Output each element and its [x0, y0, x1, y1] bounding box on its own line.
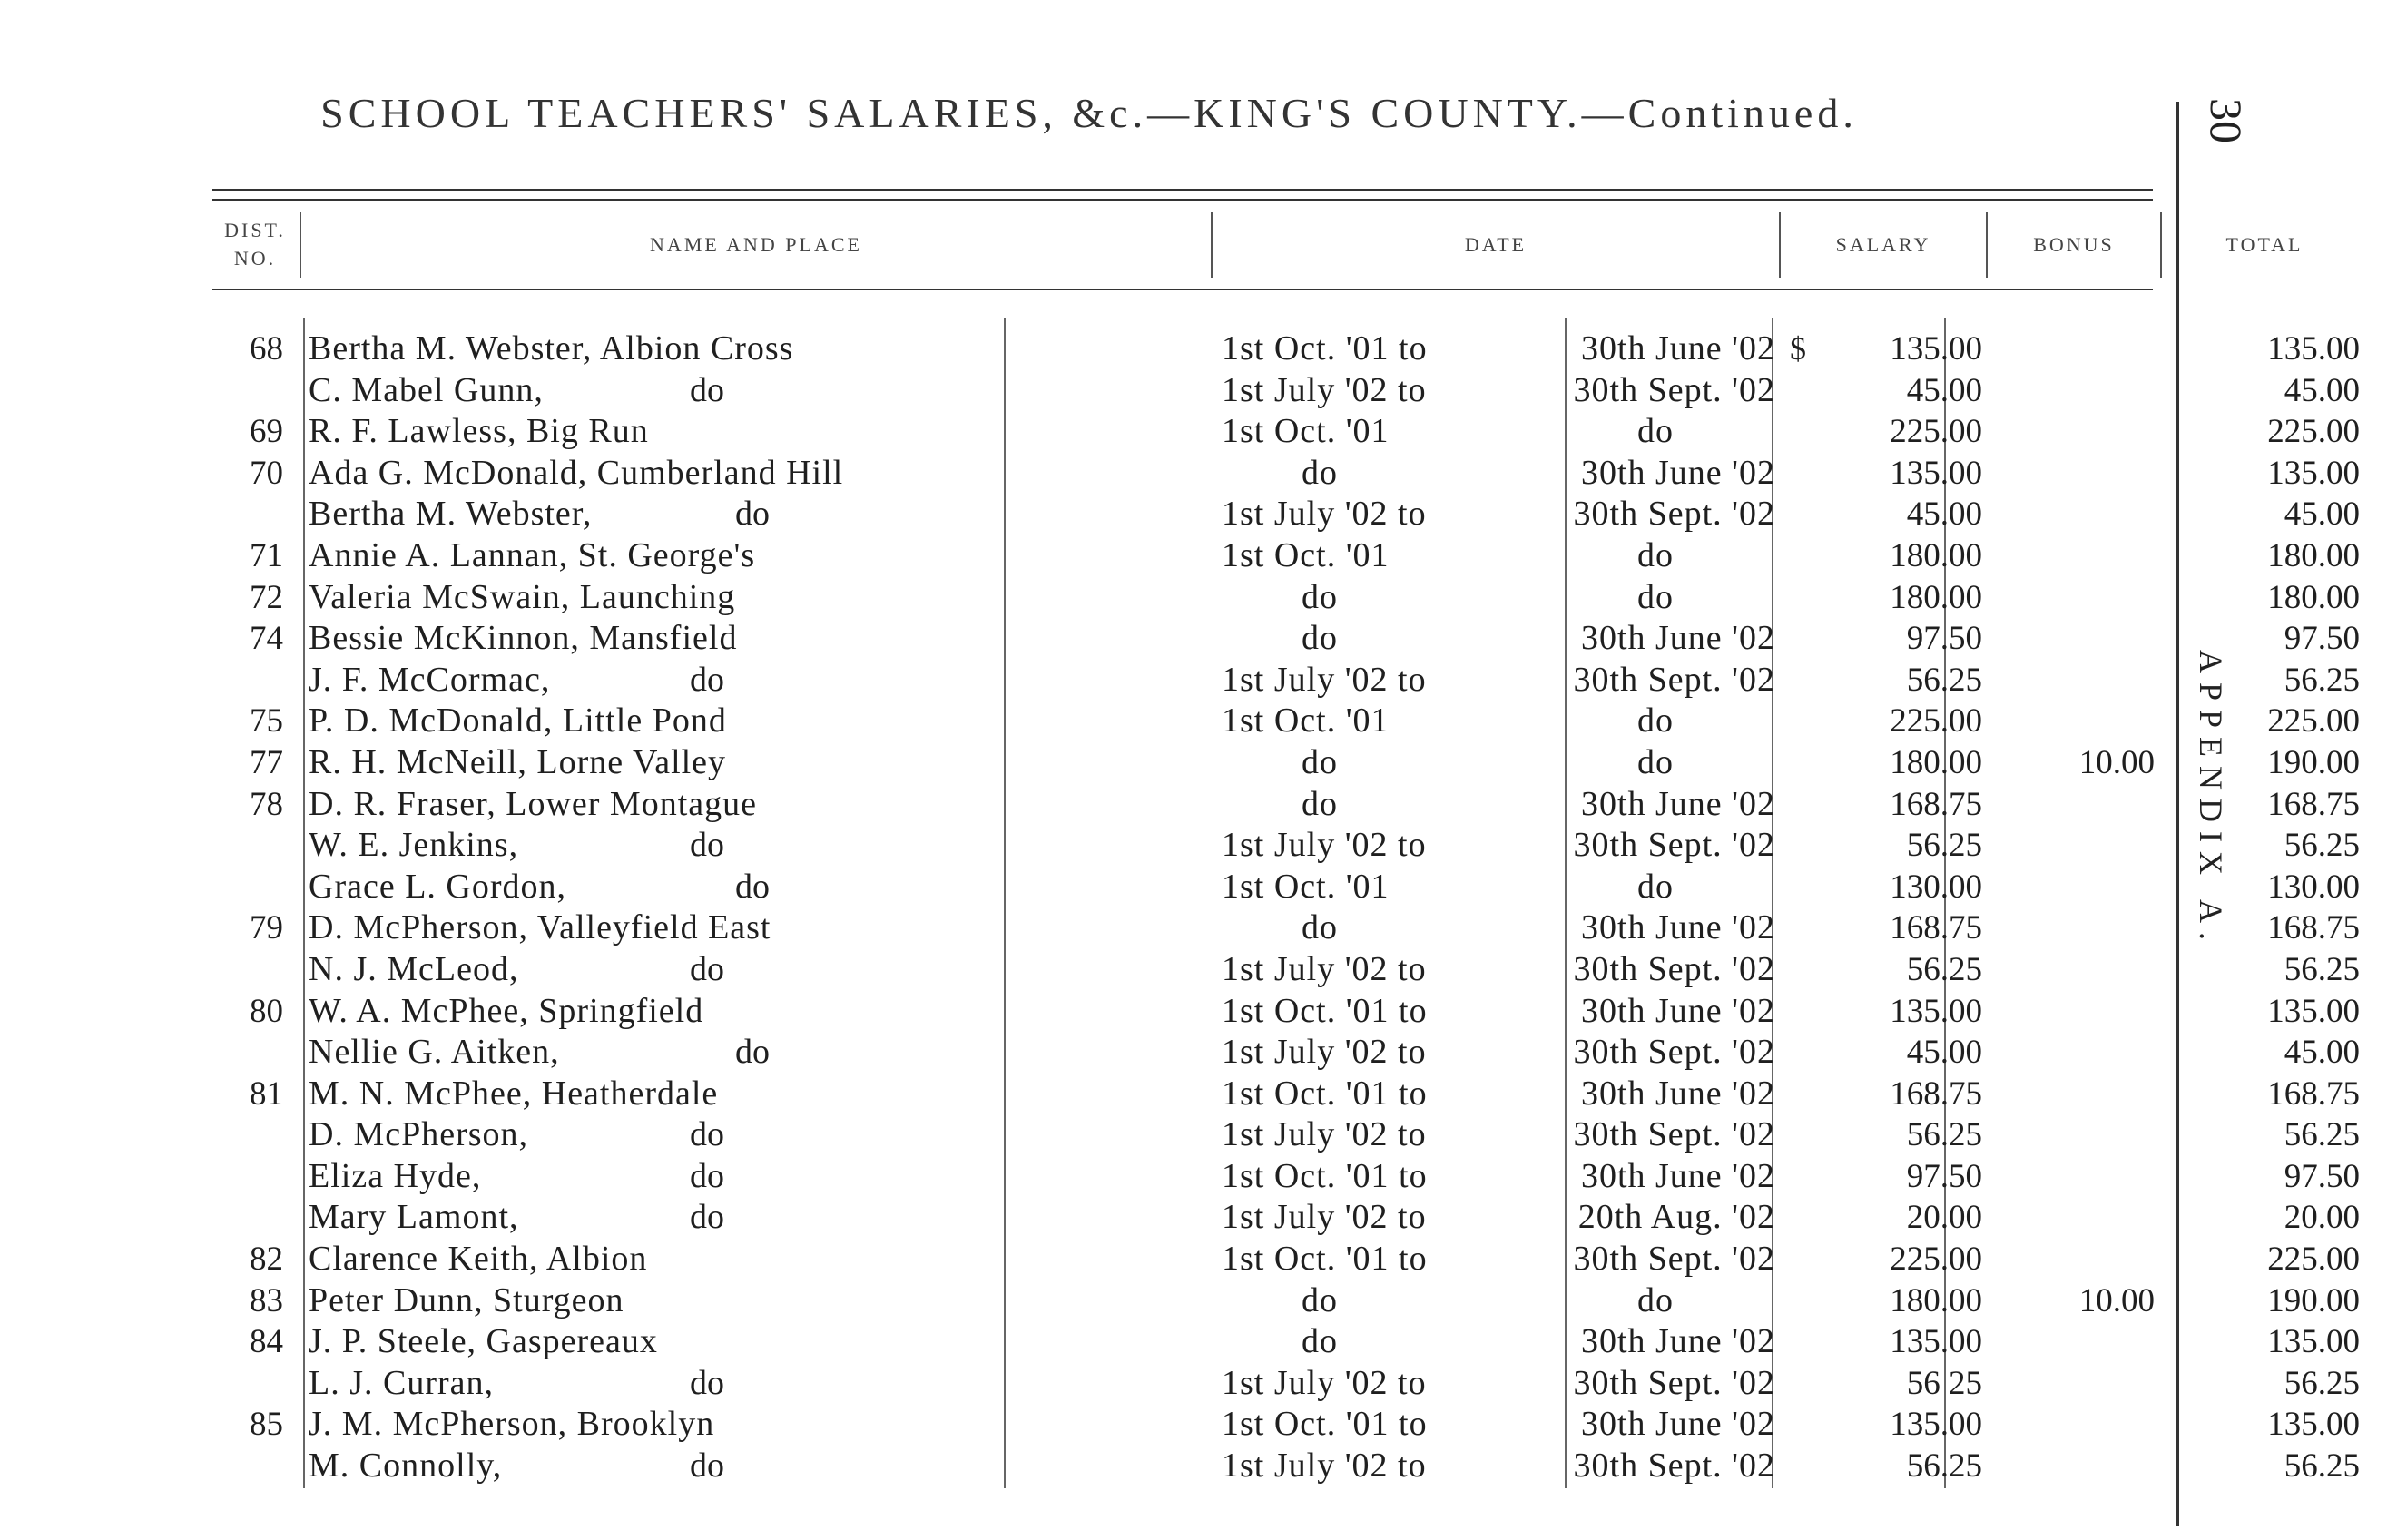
name-place-cell: P. D. McDonald, Little Pond: [309, 701, 727, 741]
date-from-cell: 1st July '02 to: [1222, 949, 1427, 988]
dist-no-cell: 72: [250, 578, 283, 616]
salary-cell: 97.50: [1906, 1157, 1982, 1195]
place-ditto: do: [690, 1363, 724, 1402]
name-place-cell: R. H. McNeill, Lorne Valley: [309, 742, 727, 781]
bonus-cell: [1991, 867, 2155, 908]
place-ditto: do: [690, 370, 724, 409]
bonus-cell: [1991, 1032, 2155, 1074]
place-ditto: do: [690, 949, 724, 988]
header-bonus: BONUS: [2033, 232, 2115, 256]
salary-cell: 56.25: [1906, 1447, 1982, 1486]
date-to-cell: do: [1637, 412, 1674, 451]
dist-no-cell: [212, 1197, 283, 1239]
header-divider: [300, 212, 301, 278]
bonus-cell: [1991, 453, 2155, 495]
salary-cell: 56.25: [1906, 950, 1982, 988]
dist-no-cell: 68: [250, 330, 283, 368]
salary-cell: 168.75: [1890, 909, 1982, 947]
bonus-cell: [1991, 618, 2155, 660]
bonus-cell: [1991, 1239, 2155, 1280]
name-place-cell: D. McPherson,: [309, 1115, 529, 1154]
name-place-cell: W. E. Jenkins,: [309, 826, 519, 865]
salary-cell: 56 25: [1906, 1364, 1982, 1402]
table-row: [212, 1197, 2360, 1239]
table-row: [212, 1156, 2360, 1198]
table-row: [212, 1321, 2360, 1363]
dist-no-cell: 74: [250, 620, 283, 658]
date-from-cell: 1st July '02 to: [1222, 1447, 1427, 1486]
date-to-cell: do: [1637, 535, 1674, 574]
bonus-cell: [1991, 329, 2155, 370]
header-date: DATE: [1464, 232, 1528, 256]
date-from-cell: 1st Oct. '01 to: [1222, 1156, 1428, 1195]
date-from-cell: 1st July '02 to: [1222, 1198, 1427, 1237]
page-title: SCHOOL TEACHERS' SALARIES, &c.—KING'S COUNTY.—Continued.: [320, 90, 1858, 136]
dist-no-cell: 85: [250, 1406, 283, 1444]
date-from-cell: 1st July '02 to: [1222, 370, 1427, 409]
dist-no-cell: 78: [250, 785, 283, 823]
date-to-cell: 30th June '02: [1580, 453, 1775, 492]
name-place-cell: L. J. Curran,: [309, 1363, 495, 1402]
date-from-cell: 1st Oct. '01 to: [1222, 991, 1428, 1030]
total-cell: 56.25: [2284, 1116, 2360, 1154]
table-header: [212, 201, 2304, 289]
dist-no-cell: [212, 867, 283, 908]
dist-no-cell: [212, 1156, 283, 1198]
bonus-cell: [1991, 1321, 2155, 1363]
date-from-cell: 1st July '02 to: [1222, 826, 1427, 865]
total-cell: 190.00: [2267, 743, 2360, 781]
appendix-label: APPENDIX A.: [2193, 649, 2229, 950]
total-cell: 56.25: [2284, 1364, 2360, 1402]
date-from-cell: do: [1302, 908, 1338, 947]
salary-cell: 97.50: [1906, 620, 1982, 658]
name-place-cell: Eliza Hyde,: [309, 1156, 482, 1195]
dist-no-cell: 71: [250, 536, 283, 574]
table-row: [212, 1032, 2360, 1074]
bonus-cell: [1991, 1446, 2155, 1487]
date-to-cell: do: [1637, 577, 1674, 616]
total-cell: 56.25: [2284, 1447, 2360, 1486]
bonus-cell: [1991, 1197, 2155, 1239]
header-name-and-place: NAME AND PLACE: [650, 232, 862, 256]
bonus-cell: [1991, 411, 2155, 453]
salary-cell: 135.00: [1890, 1323, 1982, 1361]
total-cell: 97.50: [2284, 1157, 2360, 1195]
place-ditto: do: [735, 867, 770, 906]
table-row: [212, 907, 2360, 949]
date-to-cell: 30th June '02: [1580, 784, 1775, 823]
dist-no-cell: 82: [250, 1241, 283, 1279]
name-place-cell: Bertha M. Webster,: [309, 495, 593, 534]
bonus-cell: [1991, 535, 2155, 577]
salary-cell: 56.25: [1906, 827, 1982, 865]
date-from-cell: 1st July '02 to: [1222, 1033, 1427, 1072]
date-from-cell: 1st Oct. '01 to: [1222, 1240, 1428, 1279]
table-row: [212, 370, 2360, 412]
total-cell: 180.00: [2267, 578, 2360, 616]
name-place-cell: C. Mabel Gunn,: [309, 370, 544, 409]
date-from-cell: 1st July '02 to: [1222, 495, 1427, 534]
salary-cell: 45.00: [1906, 1034, 1982, 1072]
date-from-cell: 1st Oct. '01: [1222, 701, 1390, 741]
table-row: [212, 494, 2360, 535]
date-to-cell: 30th June '02: [1580, 1156, 1775, 1195]
place-ditto: do: [690, 1156, 724, 1195]
table-row: [212, 453, 2360, 495]
bonus-cell: [1991, 1156, 2155, 1198]
salary-cell: 135.00: [1890, 1406, 1982, 1444]
name-place-cell: J. F. McCormac,: [309, 660, 551, 699]
date-to-cell: do: [1637, 1280, 1674, 1319]
salary-cell: 180.00: [1890, 536, 1982, 574]
bonus-cell: [1991, 701, 2155, 742]
name-place-cell: Grace L. Gordon,: [309, 867, 567, 906]
table-row: [212, 867, 2360, 908]
name-place-cell: R. F. Lawless, Big Run: [309, 412, 649, 451]
header-divider: [2160, 212, 2162, 278]
total-cell: 135.00: [2267, 454, 2360, 492]
total-cell: 168.75: [2267, 1074, 2360, 1113]
bonus-cell: [1991, 1114, 2155, 1156]
header-top-rule: [212, 189, 2153, 191]
name-place-cell: Clarence Keith, Albion: [309, 1240, 648, 1279]
total-cell: 180.00: [2267, 536, 2360, 574]
dist-no-cell: [212, 1032, 283, 1074]
salary-cell: 56.25: [1906, 1116, 1982, 1154]
date-to-cell: do: [1637, 867, 1674, 906]
table-row: [212, 1114, 2360, 1156]
salary-cell: 180.00: [1890, 743, 1982, 781]
header-divider: [1986, 212, 1988, 278]
date-to-cell: 30th Sept. '02: [1573, 949, 1775, 988]
bonus-cell: [1991, 1363, 2155, 1405]
date-from-cell: 1st Oct. '01: [1222, 867, 1390, 906]
date-to-cell: 30th Sept. '02: [1573, 370, 1775, 409]
date-from-cell: do: [1302, 1280, 1338, 1319]
name-place-cell: Bertha M. Webster, Albion Cross: [309, 329, 794, 368]
salary-cell: 225.00: [1890, 1241, 1982, 1279]
total-cell: 168.75: [2267, 909, 2360, 947]
salary-cell: 168.75: [1890, 785, 1982, 823]
place-ditto: do: [690, 1447, 724, 1486]
date-from-cell: do: [1302, 619, 1338, 658]
dist-no-cell: [212, 660, 283, 701]
date-to-cell: 30th Sept. '02: [1573, 1363, 1775, 1402]
place-ditto: do: [690, 1198, 724, 1237]
salary-cell: 56.25: [1906, 661, 1982, 699]
total-cell: 56.25: [2284, 661, 2360, 699]
table-row: [212, 577, 2360, 619]
date-from-cell: 1st July '02 to: [1222, 1115, 1427, 1154]
dist-no-cell: [212, 494, 283, 535]
header-divider: [1779, 212, 1781, 278]
dist-no-cell: 80: [250, 992, 283, 1030]
dist-no-cell: 75: [250, 702, 283, 741]
name-place-cell: M. Connolly,: [309, 1447, 503, 1486]
bonus-cell: 10.00: [2078, 743, 2155, 781]
page-number: 30: [2201, 98, 2252, 143]
date-to-cell: 30th June '02: [1580, 1405, 1775, 1444]
place-ditto: do: [735, 1033, 770, 1072]
bonus-cell: [1991, 1404, 2155, 1446]
date-to-cell: 30th June '02: [1580, 329, 1775, 368]
total-cell: 56.25: [2284, 827, 2360, 865]
table-row: [212, 535, 2360, 577]
bonus-cell: [1991, 494, 2155, 535]
date-from-cell: 1st Oct. '01: [1222, 535, 1390, 574]
salary-cell: 135.00: [1890, 992, 1982, 1030]
name-place-cell: J. M. McPherson, Brooklyn: [309, 1405, 715, 1444]
dist-no-cell: 83: [250, 1281, 283, 1319]
total-cell: 45.00: [2284, 495, 2360, 534]
date-from-cell: 1st Oct. '01 to: [1222, 1405, 1428, 1444]
bonus-cell: [1991, 784, 2155, 826]
place-ditto: do: [735, 495, 770, 534]
total-cell: 45.00: [2284, 1034, 2360, 1072]
name-place-cell: Ada G. McDonald, Cumberland Hill: [309, 453, 844, 492]
total-cell: 135.00: [2267, 992, 2360, 1030]
date-to-cell: 20th Aug. '02: [1577, 1198, 1775, 1237]
salary-cell: 180.00: [1890, 578, 1982, 616]
dist-no-cell: [212, 370, 283, 412]
table-row: [212, 742, 2360, 784]
currency-symbol: $: [1790, 330, 1806, 367]
table-row: [212, 784, 2360, 826]
date-from-cell: do: [1302, 784, 1338, 823]
salary-cell: 180.00: [1890, 1281, 1982, 1319]
date-to-cell: 30th June '02: [1580, 1074, 1775, 1113]
table-row: [212, 1363, 2360, 1405]
total-cell: 135.00: [2267, 1406, 2360, 1444]
date-to-cell: 30th June '02: [1580, 908, 1775, 947]
total-cell: 135.00: [2267, 1323, 2360, 1361]
date-from-cell: do: [1302, 453, 1338, 492]
table-row: [212, 701, 2360, 742]
salary-cell: 225.00: [1890, 702, 1982, 741]
date-to-cell: 30th Sept. '02: [1573, 1447, 1775, 1486]
total-cell: 225.00: [2267, 702, 2360, 741]
header-salary: SALARY: [1835, 232, 1931, 256]
salary-cell: 225.00: [1890, 413, 1982, 451]
header-dist-no: DIST. NO.: [224, 219, 286, 270]
date-from-cell: do: [1302, 577, 1338, 616]
table-row: [212, 618, 2360, 660]
table-row: [212, 1404, 2360, 1446]
name-place-cell: D. McPherson, Valleyfield East: [309, 908, 771, 947]
bonus-cell: [1991, 825, 2155, 867]
name-place-cell: Mary Lamont,: [309, 1198, 519, 1237]
date-to-cell: 30th Sept. '02: [1573, 1115, 1775, 1154]
table-row: [212, 329, 2360, 370]
table-row: [212, 1280, 2360, 1322]
total-cell: 97.50: [2284, 620, 2360, 658]
date-to-cell: 30th Sept. '02: [1573, 826, 1775, 865]
bonus-cell: [1991, 660, 2155, 701]
name-place-cell: M. N. McPhee, Heatherdale: [309, 1074, 719, 1113]
dist-no-cell: 69: [250, 413, 283, 451]
name-place-cell: Nellie G. Aitken,: [309, 1033, 560, 1072]
date-to-cell: 30th Sept. '02: [1573, 660, 1775, 699]
table-row: [212, 949, 2360, 991]
salary-cell: 45.00: [1906, 371, 1982, 409]
bonus-cell: [1991, 949, 2155, 991]
dist-no-cell: 81: [250, 1074, 283, 1113]
dist-no-cell: [212, 1363, 283, 1405]
dist-no-cell: [212, 1114, 283, 1156]
date-from-cell: 1st Oct. '01: [1222, 412, 1390, 451]
header-divider: [1211, 212, 1213, 278]
date-to-cell: do: [1637, 742, 1674, 781]
total-cell: 168.75: [2267, 785, 2360, 823]
bonus-cell: [1991, 577, 2155, 619]
dist-no-cell: 79: [250, 909, 283, 947]
total-cell: 45.00: [2284, 371, 2360, 409]
header-top-rule-thin: [212, 199, 2153, 201]
name-place-cell: Peter Dunn, Sturgeon: [309, 1280, 624, 1319]
name-place-cell: Bessie McKinnon, Mansfield: [309, 619, 738, 658]
total-cell: 56.25: [2284, 950, 2360, 988]
dist-no-cell: 77: [250, 743, 283, 781]
bonus-cell: [1991, 991, 2155, 1033]
salary-cell: 20.00: [1906, 1199, 1982, 1237]
date-to-cell: 30th June '02: [1580, 619, 1775, 658]
table-row: [212, 825, 2360, 867]
total-cell: 225.00: [2267, 413, 2360, 451]
header-bottom-rule: [212, 289, 2153, 290]
total-cell: 20.00: [2284, 1199, 2360, 1237]
dist-no-cell: [212, 949, 283, 991]
total-cell: 130.00: [2267, 868, 2360, 906]
table-row: [212, 660, 2360, 701]
place-ditto: do: [690, 660, 724, 699]
date-from-cell: do: [1302, 742, 1338, 781]
salary-cell: 168.75: [1890, 1074, 1982, 1113]
bonus-cell: [1991, 907, 2155, 949]
date-to-cell: 30th Sept. '02: [1573, 1033, 1775, 1072]
table-row: [212, 1446, 2360, 1487]
name-place-cell: Valeria McSwain, Launching: [309, 577, 736, 616]
date-from-cell: 1st July '02 to: [1222, 660, 1427, 699]
salary-cell: 135.00: [1890, 454, 1982, 492]
salary-cell: 135.00: [1890, 330, 1982, 368]
bonus-cell: 10.00: [2078, 1281, 2155, 1319]
header-total: TOTAL: [2225, 232, 2304, 256]
bonus-cell: [1991, 370, 2155, 412]
date-from-cell: 1st July '02 to: [1222, 1363, 1427, 1402]
name-place-cell: N. J. McLeod,: [309, 949, 519, 988]
date-to-cell: 30th Sept. '02: [1573, 1240, 1775, 1279]
date-to-cell: 30th June '02: [1580, 991, 1775, 1030]
name-place-cell: J. P. Steele, Gaspereaux: [309, 1322, 658, 1361]
date-to-cell: 30th June '02: [1580, 1322, 1775, 1361]
dist-no-cell: [212, 825, 283, 867]
name-place-cell: Annie A. Lannan, St. George's: [309, 535, 756, 574]
dist-no-cell: 70: [250, 454, 283, 492]
date-from-cell: 1st Oct. '01 to: [1222, 1074, 1428, 1113]
dist-no-cell: [212, 1446, 283, 1487]
place-ditto: do: [690, 1115, 724, 1154]
salary-cell: 130.00: [1890, 868, 1982, 906]
table-row: [212, 991, 2360, 1033]
total-cell: 135.00: [2267, 330, 2360, 368]
name-place-cell: W. A. McPhee, Springfield: [309, 991, 704, 1030]
date-from-cell: 1st Oct. '01 to: [1222, 329, 1428, 368]
salary-cell: 45.00: [1906, 495, 1982, 534]
place-ditto: do: [690, 826, 724, 865]
total-cell: 225.00: [2267, 1241, 2360, 1279]
date-to-cell: do: [1637, 701, 1674, 741]
table-row: [212, 1074, 2360, 1115]
name-place-cell: D. R. Fraser, Lower Montague: [309, 784, 757, 823]
date-to-cell: 30th Sept. '02: [1573, 495, 1775, 534]
date-from-cell: do: [1302, 1322, 1338, 1361]
dist-no-cell: 84: [250, 1323, 283, 1361]
bonus-cell: [1991, 1074, 2155, 1115]
table-row: [212, 411, 2360, 453]
table-row: [212, 1239, 2360, 1280]
total-cell: 190.00: [2267, 1281, 2360, 1319]
